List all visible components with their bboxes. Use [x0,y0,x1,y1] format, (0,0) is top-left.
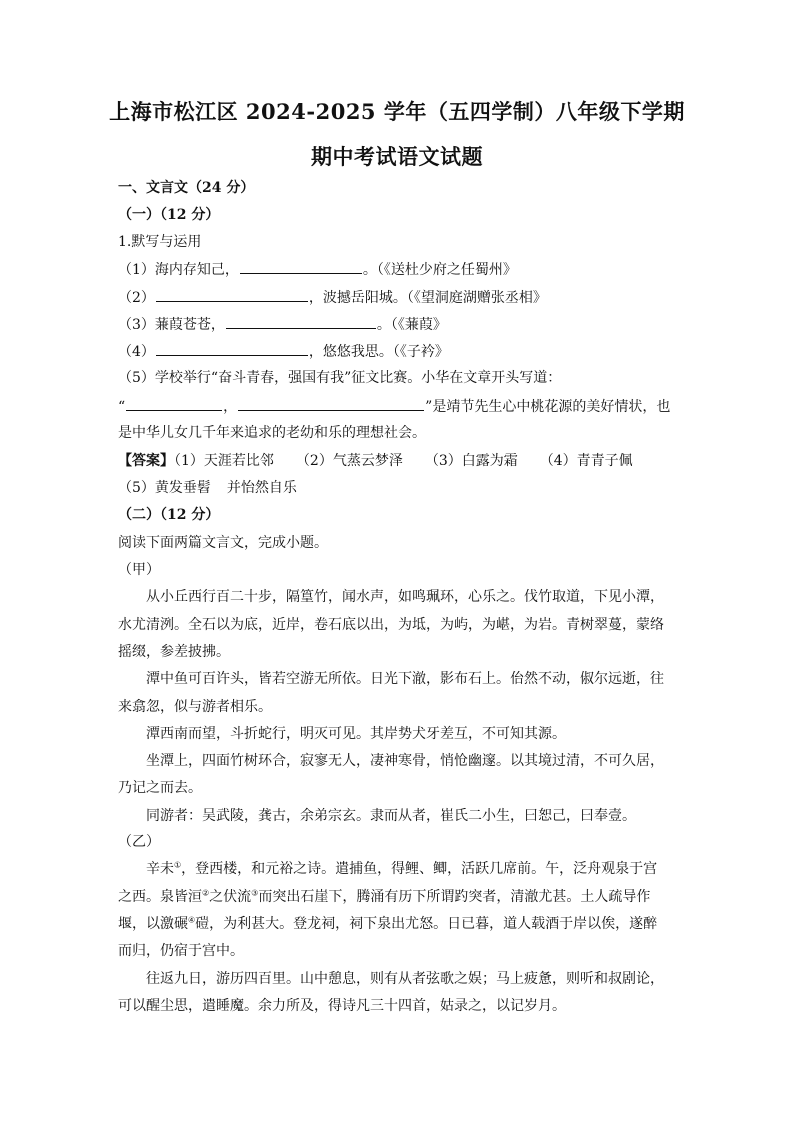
fill-item-3 [118,314,678,335]
document-title-line2: 期中考试语文试题 [311,144,483,169]
fill-item-1 [118,259,678,280]
question-1-title: 1.默写与运用 [118,234,202,250]
answer-item: （5）黄发垂髫 [118,480,211,496]
answer-blank [226,314,376,329]
fill-item-text: （4） [118,344,155,360]
passage-label-jia: （甲） [118,562,160,578]
fill-item-text: ，悠悠我思。（《子衿》 [308,344,449,360]
passage-yi-line [146,859,678,879]
fill-item-5-line3: 是中华儿女几千年来追求的老幼和乐的理想社会。 [118,425,426,441]
answer-item: 并怡然自乐 [226,480,297,496]
footnote-marker: ① [174,860,182,870]
footnote-marker: ② [202,888,210,898]
answer-item: （3）白露为霜 [424,453,518,469]
document-title-line1: 上海市松江区 2024-2025 学年（五四学制）八年级下学期 [109,99,685,124]
passage-yi-line: 而归，仍宿于宫中。 [118,943,244,959]
fill-item-text: （3）蒹葭苍苍， [118,317,225,333]
answer-line-2 [118,478,678,498]
passage-jia-line: 乃记之而去。 [118,780,202,796]
fill-item-2 [118,287,678,308]
part-heading-2: （二）（12 分） [118,507,220,523]
answer-blank [156,341,308,356]
passage-yi-line: 可以醒尘思，遣睡魔。余力所及，得诗凡三十四首，姑录之，以记岁月。 [118,998,566,1014]
answer-item: （4）青青子佩 [539,453,633,469]
fill-item-5-prompt: （5）学校举行“奋斗青春，强国有我”征文比赛。小华在文章开头写道： [118,370,562,386]
answer-item: （1）天涯若比邻 [174,453,274,469]
passage-jia-line: 坐潭上，四面竹树环合，寂寥无人，凄神寒骨，悄怆幽邃。以其境过清，不可久居， [146,753,664,769]
quote-open: “ [118,399,126,415]
passage-yi-line: 往返九日，游历四百里。山中憩息，则有从者弦歌之娱；马上疲惫，则听和叔剧论， [146,971,664,987]
reading-instruction: 阅读下面两篇文言文，完成小题。 [118,535,328,551]
passage-text: 辛未 [146,861,174,877]
answer-label: 【答案】 [118,453,174,469]
answer-line-1 [118,451,678,471]
fill-item-text: （2） [118,290,155,306]
passage-text: 堰，以激碾 [118,916,188,932]
fill-item-text: ”是靖节先生心中桃花源的美好情状，也 [425,399,671,415]
fill-item-text: 。（《蒹葭》 [376,317,447,333]
passage-text: 之西。泉皆洹 [118,889,202,905]
answer-blank [240,259,362,274]
passage-yi-line [118,914,678,934]
section-heading: 一、文言文（24 分） [118,180,255,196]
passage-jia-line: 同游者：吴武陵，龚古，余弟宗玄。隶而从者，崔氏二小生，曰恕己，曰奉壹。 [146,808,636,824]
passage-yi-line [118,887,678,907]
answer-blank [238,396,424,411]
passage-text: 之伏流 [209,889,252,905]
footnote-marker: ④ [188,915,196,925]
passage-jia-line: 从小丘西行百二十步，隔篁竹，闻水声，如鸣珮环，心乐之。伐竹取道，下见小潭， [146,589,664,605]
footnote-marker: ③ [251,888,259,898]
passage-text: 而突出石崖下，腾涌有历下所谓趵突者，清澈尤甚。土人疏导作 [258,889,651,905]
answer-item: （2）气蒸云梦泽 [295,453,403,469]
answer-blank [126,396,222,411]
fill-item-4 [118,341,678,362]
passage-label-yi: （乙） [118,834,160,850]
passage-jia-line: 潭中鱼可百许头，皆若空游无所依。日光下澈，影布石上。佁然不动，俶尔远逝，往 [146,671,664,687]
answer-blank [156,287,308,302]
part-heading-1: （一）（12 分） [118,207,220,223]
fill-item-text: ，波撼岳阳城。（《望洞庭湖赠张丞相》 [308,290,547,306]
fill-item-5-line2 [118,396,678,417]
fill-item-text: （1）海内存知己， [118,262,239,278]
fill-item-text: 。（《送杜少府之任蜀州》 [362,262,517,278]
quote-comma: ， [223,399,238,415]
passage-jia-line: 潭西南而望，斗折蛇行，明灭可见。其岸势犬牙差互，不可知其源。 [146,726,566,742]
passage-jia-line: 摇缀，参差披拂。 [118,644,230,660]
passage-jia-line: 来翕忽，似与游者相乐。 [118,699,272,715]
passage-text: 磑，为利甚大。登龙祠，祠下泉出尤怒。日已暮，道人载酒于岸以俟，遂醉 [195,916,658,932]
passage-text: ，登西楼，和元裕之诗。遣捕鱼，得鲤、鲫，活跃几席前。午，泛舟观泉于宫 [181,861,658,877]
passage-jia-line: 水尤清洌。全石以为底，近岸，卷石底以出，为坻，为屿，为嵁，为岩。青树翠蔓，蒙络 [118,617,664,633]
